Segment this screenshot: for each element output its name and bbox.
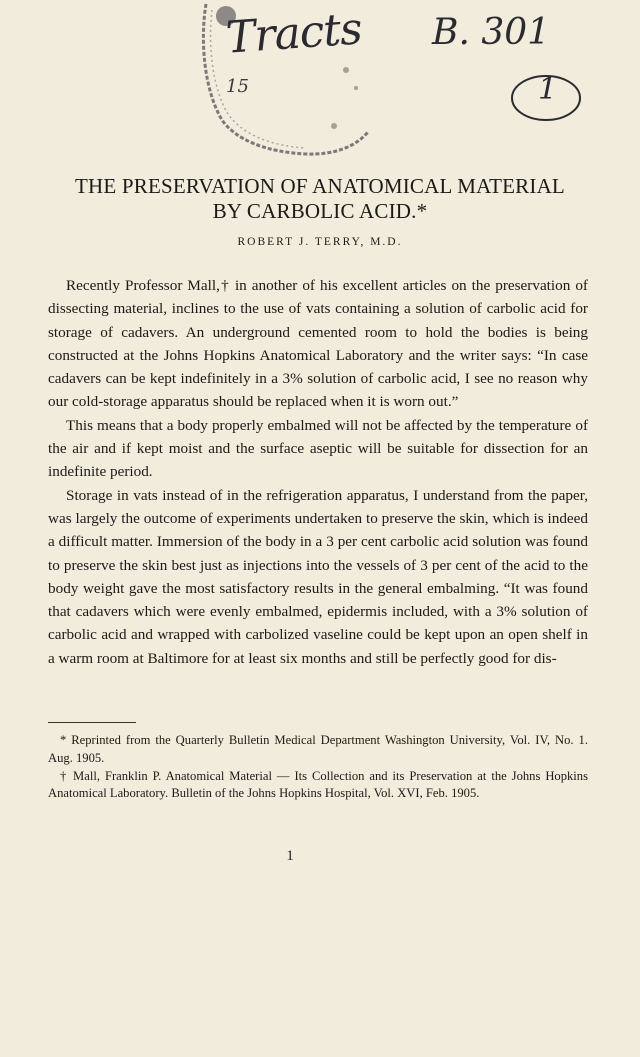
footnotes bbox=[48, 732, 588, 803]
handwritten-tracts-label: Tracts bbox=[224, 3, 364, 64]
handwritten-call-number: B. 301 bbox=[432, 12, 551, 53]
circled-mark-number: 1 bbox=[538, 72, 558, 107]
paragraph: Recently Professor Mall,† in another of his excellent articles on the preservation of dissecting material, inclines to the use of vats containing a solution of carbolic acid for storage of cadavers. An underground cemented room to hold the bodies is being constructed at the Johns Hopkins Anatomical Laboratory and the writer says: “In case cadavers can be kept indefinitely in a 3% solution of carbolic acid, I see no reason why our cold-storage apparatus should be replaced when it is worn out.” bbox=[48, 277, 588, 411]
article-title bbox=[30, 174, 610, 224]
footnote: † Mall, Franklin P. Anatomical Material — Its Collection and its Preservation at the Johns Hopkins Anatomical Laboratory. Bulletin of the Johns Hopkins Hospital, Vol. XVI, Feb. 1905. bbox=[48, 768, 588, 801]
article-body bbox=[48, 274, 588, 670]
title-line-2: BY CARBOLIC ACID.* bbox=[212, 199, 428, 223]
title-line-1: THE PRESERVATION OF ANATOMICAL MATERIAL bbox=[75, 174, 565, 198]
footnote-divider bbox=[48, 722, 136, 723]
article-author: ROBERT J. TERRY, M.D. bbox=[237, 236, 403, 248]
stamp-number: 15 bbox=[226, 76, 249, 97]
paragraph: Storage in vats instead of in the refrigeration apparatus, I understand from the paper, was largely the outcome of experiments undertaken to preserve the skin, which is indeed a difficult matter. Immersion of the body in a 3 per cent carbolic acid solution was found to preserve the skin best just as injections into the vessels of 3 per cent of the acid to the body weight gave the most satisfactory results in the general embalming. “It was found that cadavers which were evenly embalmed, epidermis included, with a 3% solution of carbolic acid and wrapped with carbolized vaseline could be kept upon an open shelf in a warm room at Baltimore for at least six months and still be perfectly good for dis- bbox=[48, 486, 588, 667]
page-number: 1 bbox=[286, 848, 294, 864]
paragraph: This means that a body properly embalmed will not be affected by the temperature of the air and if kept moist and the surface aseptic will be suitable for dissection for an indefinite period. bbox=[48, 416, 588, 481]
footnote: * Reprinted from the Quarterly Bulletin Medical Department Washington University, Vol. IV, No. 1. Aug. 1905. bbox=[48, 733, 588, 765]
